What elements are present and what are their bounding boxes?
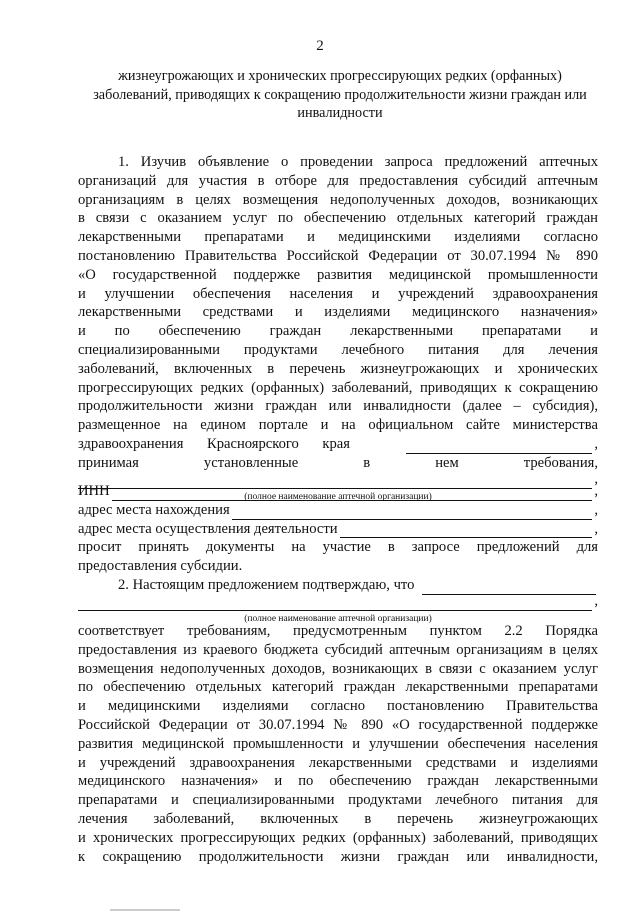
paragraph-2-body (78, 622, 598, 866)
text-line: организациям в целях возмещения недополученных доходов, возникающих (78, 191, 598, 208)
text-line: медицинского назначения» и по обеспечению граждан лекарственными (78, 773, 598, 790)
inn-label: ИНН (78, 483, 110, 499)
text-line: соответствует требованиям, предусмотренным пунктом 2.2 Порядка (78, 623, 598, 639)
document-title (70, 67, 610, 123)
activity-address-field[interactable] (340, 523, 593, 538)
activity-address-row: адрес места осуществления деятельности , (78, 520, 598, 537)
fields-block (78, 482, 598, 625)
text-line: просит принять документы на участие в запросе предложений для (78, 539, 598, 556)
address-row: адрес места нахождения , (78, 501, 598, 518)
text-line: «О государственной поддержке развития медицинской промышленности (78, 266, 598, 283)
paragraph-1 (78, 153, 598, 503)
text-line: прогрессирующих редких (орфанных) заболеваний, приводящих к сокращению (78, 379, 598, 396)
text-line: принимая установленные в нем требования, (78, 454, 598, 471)
region-line-row: здравоохранения Красноярского края , (78, 435, 598, 452)
region-line-text: здравоохранения Красноярского края (78, 435, 350, 452)
text-line: лекарственными препаратами и медицинскими изделиями согласно (78, 229, 598, 246)
address-label: адрес места нахождения (78, 501, 230, 518)
text-line: заболеваний, включенных в перечень жизнеугрожающих и хронических (78, 360, 598, 377)
title-line: заболеваний, приводящих к сокращению продолжительности жизни граждан или (93, 86, 587, 103)
org-name-caption-2: (полное наименование аптечной организации) (244, 613, 432, 624)
text-line: по обеспечению отдельных категорий граждан лекарственными препаратами (78, 679, 598, 696)
text-line: 1. Изучив объявление о проведении запроса предложений аптечных (118, 154, 598, 170)
org-confirm-field[interactable] (422, 580, 596, 595)
page-number: 2 (316, 38, 324, 54)
text-line: возмещения недополученных доходов, возникающих в связи с оказанием услуг (78, 660, 598, 677)
text-line: и учреждений здравоохранения лекарственными средствами и изделиями (78, 754, 598, 771)
text-line: развития медицинской промышленности и улучшении обеспечения населения (78, 735, 598, 752)
text-line: предоставления субсидии. (78, 558, 243, 575)
text-line: препаратами и специализированными продуктами лечебного питания для (78, 792, 598, 809)
activity-address-label: адрес места осуществления деятельности (78, 520, 338, 537)
text-line: в связи с оказанием услуг по обеспечению отдельных категорий граждан (78, 210, 598, 227)
text-line: лечения заболеваний, включенных в перечень жизнеугрожающих (78, 810, 598, 827)
title-line: инвалидности (297, 105, 383, 122)
text-line: постановлению Правительства Российской Федерации от 30.07.1994 № 890 (78, 247, 598, 264)
scan-artifact (110, 909, 180, 911)
text-line: Российской Федерации от 30.07.1994 № 890 «О государственной поддержке (78, 716, 598, 733)
text-line: и хронических прогрессирующих редких (орфанных) заболеваний, приводящих (78, 829, 598, 846)
inn-field[interactable] (112, 486, 593, 501)
blank-field[interactable] (406, 439, 592, 454)
text-line: и улучшении обеспечения населения и учреждений здравоохранения (78, 285, 598, 302)
para2-intro: 2. Настоящим предложением подтверждаю, что (118, 576, 415, 593)
text-line: продолжительности жизни граждан или инвалидности (далее – субсидия), (78, 398, 598, 415)
text-line: размещенное на едином портале и на официальном сайте министерства (78, 417, 598, 434)
org-name-field-2[interactable] (78, 596, 592, 611)
address-field[interactable] (232, 505, 593, 520)
text-line: и по обеспечению граждан лекарственными препаратами и (78, 323, 598, 340)
org-name-row: , (78, 473, 598, 489)
para2-intro-row (78, 576, 598, 595)
text-line: организаций для участия в отборе для предоставления субсидий аптечным (78, 172, 598, 189)
inn-row: ИНН , (78, 483, 598, 499)
org-name-row-2: , (78, 595, 598, 611)
text-line: специализированными продуктами лечебного питания для лечения (78, 341, 598, 358)
title-line: жизнеугрожающих и хронических прогрессирующих редких (орфанных) (118, 68, 562, 84)
text-line: предоставления из краевого бюджета субсидий аптечным организациям в целях (78, 641, 598, 658)
text-line: и медицинскими изделиями согласно постановлению Правительства (78, 698, 598, 715)
org-name-caption: (полное наименование аптечной организации) (244, 491, 432, 502)
text-line: к сокращению продолжительности жизни граждан или инвалидности, (78, 848, 598, 865)
text-line: лекарственными средствами и изделиями медицинского назначения» (78, 304, 598, 321)
